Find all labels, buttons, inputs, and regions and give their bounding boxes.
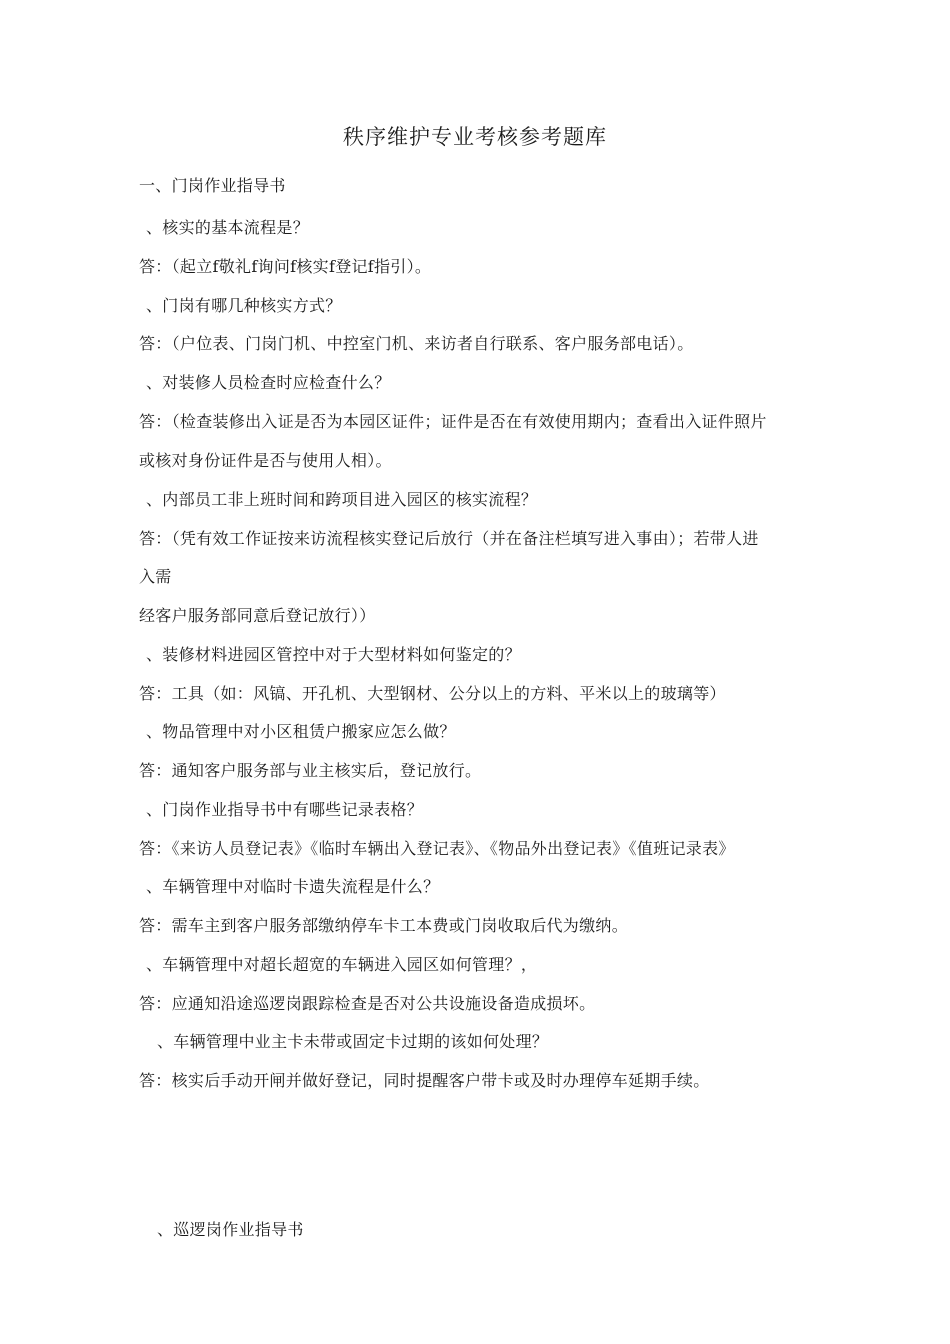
answer-text: 答：需车主到客户服务部缴纳停车卡工本费或门岗收取后代为缴纳。 [139,916,629,935]
document-title: 秩序维护专业考核参考题库 [343,125,607,149]
answer-text: 答：《来访人员登记表》《临时车辆出入登记表》、《物品外出登记表》《值班记录表》 [139,839,735,858]
answer-text: 答：应通知沿途巡逻岗跟踪检查是否对公共设施设备造成损坏。 [139,994,596,1013]
question-text: 、车辆管理中对临时卡遗失流程是什么？ [146,877,440,896]
question-text: 、门岗有哪几种核实方式？ [146,296,342,315]
section-heading: 一、门岗作业指导书 [139,176,286,195]
answer-text: 答：通知客户服务部与业主核实后，登记放行。 [139,761,482,780]
section-heading: 、巡逻岗作业指导书 [157,1220,304,1239]
question-text: 、内部员工非上班时间和跨项目进入园区的核实流程？ [146,490,538,509]
question-text: 、对装修人员检查时应检查什么？ [146,373,391,392]
answer-text: 答：（户位表、门岗门机、中控室门机、来访者自行联系、客户服务部电话）。 [139,334,694,353]
answer-text: 答：工具（如：风镐、开孔机、大型钢材、公分以上的方料、平米以上的玻璃等） [139,684,726,703]
question-text: 、门岗作业指导书中有哪些记录表格？ [146,800,424,819]
answer-text: 入需 [139,567,172,586]
question-text: 、装修材料进园区管控中对于大型材料如何鉴定的？ [146,645,521,664]
answer-text: 答：（起立f敬礼f询问f核实f登记f指引）。 [139,257,432,276]
question-text: 、物品管理中对小区租赁户搬家应怎么做？ [146,722,456,741]
answer-text: 答：（凭有效工作证按来访流程核实登记后放行（并在备注栏填写进入事由）；若带人进 [139,529,759,548]
answer-text: 答：（检查装修出入证是否为本园区证件；证件是否在有效使用期内；查看出入证件照片 [139,412,767,431]
answer-text: 或核对身份证件是否与使用人相）。 [139,451,392,470]
question-text: 、车辆管理中业主卡未带或固定卡过期的该如何处理？ [157,1032,549,1051]
question-text: 、车辆管理中对超长超宽的车辆进入园区如何管理？， [146,955,538,974]
answer-text: 经客户服务部同意后登记放行）） [139,606,376,625]
answer-text: 答：核实后手动开闸并做好登记，同时提醒客户带卡或及时办理停车延期手续。 [139,1071,710,1090]
question-text: 、核实的基本流程是？ [146,218,310,237]
